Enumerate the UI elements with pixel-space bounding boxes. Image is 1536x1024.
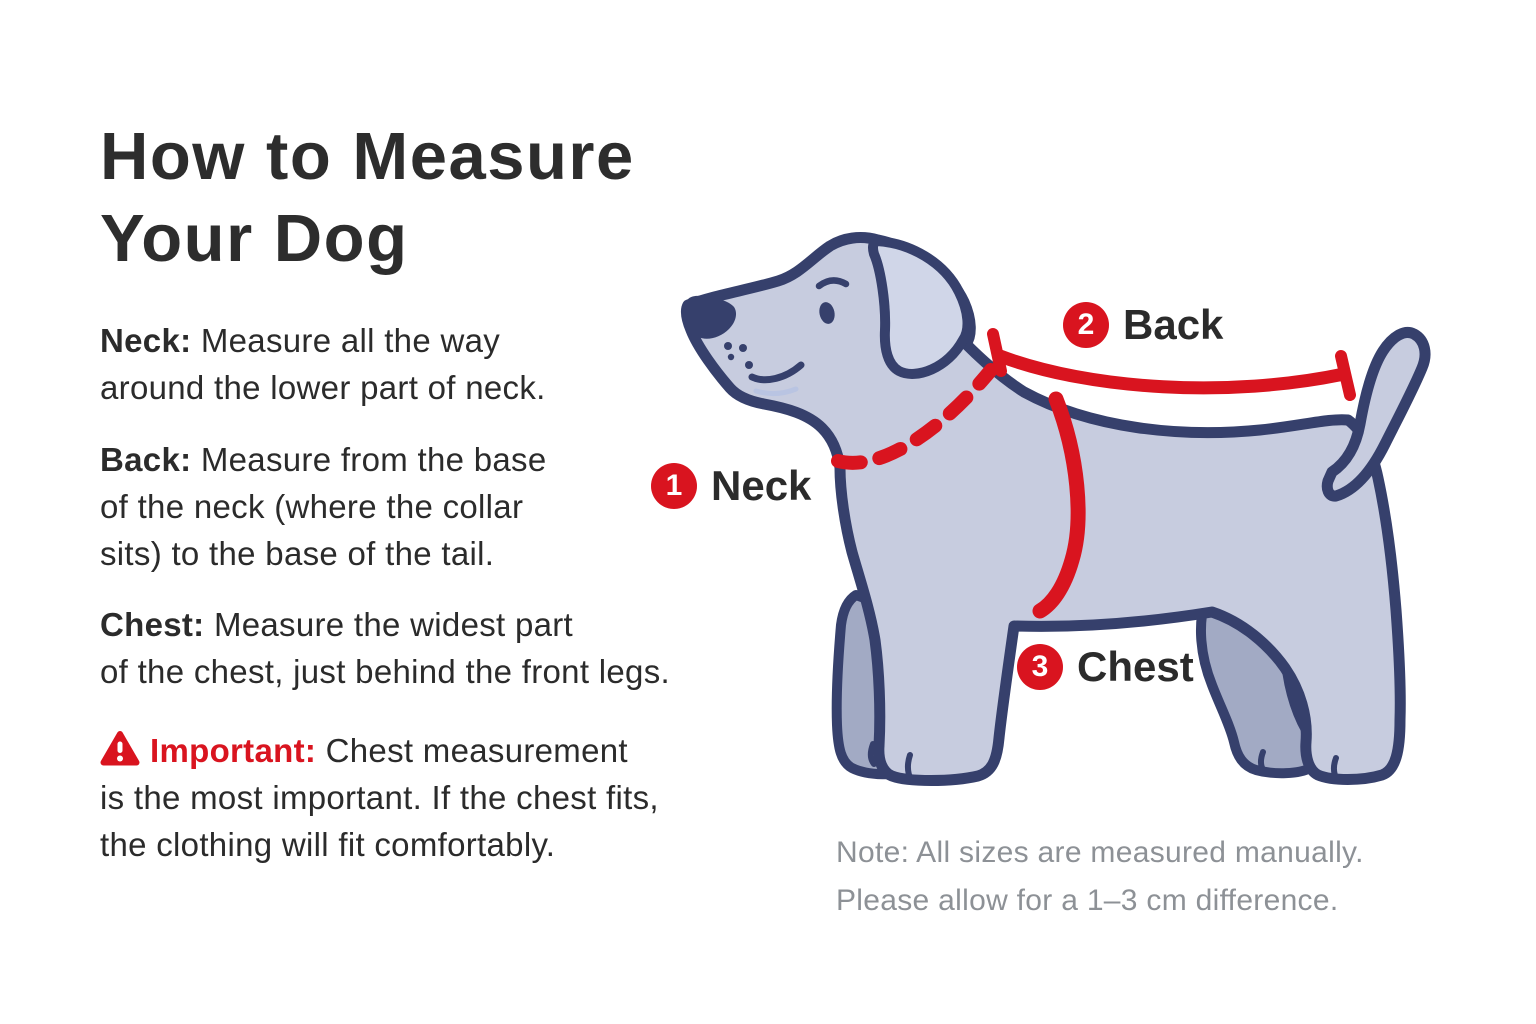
marker-back-label: Back [1123,301,1224,348]
back-term: Back: [100,441,192,478]
back-text-line2: of the neck (where the collar [100,488,524,525]
instruction-back [100,436,547,577]
marker-chest [1017,644,1194,690]
neck-text-line1: Measure all the way [200,322,501,359]
page-title [100,116,635,280]
neck-text-line2: around the lower part of neck. [100,369,546,406]
marker-neck-number: 1 [665,469,683,502]
title-line-1: How to Measure [100,119,635,194]
marker-chest-number: 3 [1031,650,1049,683]
back-measure-line [1000,356,1344,388]
marker-chest-label: Chest [1077,643,1194,690]
marker-chest-badge [1017,644,1063,690]
instruction-chest [100,601,670,695]
chest-text-line1: Measure the widest part [213,606,574,643]
back-measure-left-tick [993,334,1001,371]
important-callout [100,727,659,868]
instruction-neck [100,317,546,411]
marker-back-number: 2 [1077,308,1095,341]
marker-neck-label: Neck [711,462,812,509]
marker-neck-badge [651,463,697,509]
important-label: Important: [150,732,317,769]
important-text-line2: is the most important. If the chest fits, [100,779,659,816]
neck-term: Neck: [100,322,192,359]
back-measure-right-tick [1341,356,1350,395]
chest-term: Chest: [100,606,205,643]
marker-back [1063,302,1223,348]
back-text-line1: Measure from the base [200,441,547,478]
dog-illustration [630,200,1490,820]
title-line-2: Your Dog [100,201,409,276]
chest-text-line2: of the chest, just behind the front legs. [100,653,670,690]
important-text-line1: Chest measurement [325,732,628,769]
dog-muzzle-dot [745,361,753,369]
important-text-line3: the clothing will fit comfortably. [100,826,556,863]
dog-muzzle-dot [728,354,734,360]
dog-muzzle-dot [724,342,732,350]
note-line1: Note: All sizes are measured manually. [836,836,1364,869]
back-text-line3: sits) to the base of the tail. [100,535,495,572]
measurement-note [836,829,1364,925]
note-line2: Please allow for a 1–3 cm difference. [836,884,1339,917]
warning-triangle-icon [100,730,140,766]
marker-neck [651,463,811,509]
dog-ear [873,241,968,374]
marker-back-badge [1063,302,1109,348]
dog-muzzle-dot [739,344,747,352]
